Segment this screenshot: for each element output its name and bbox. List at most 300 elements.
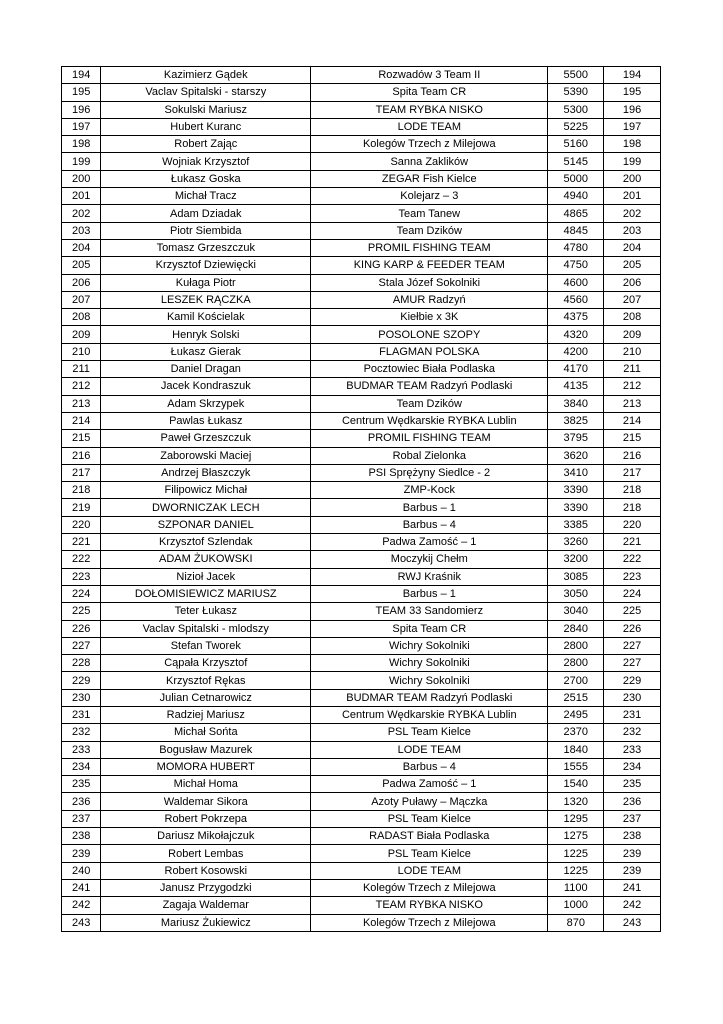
weight-cell: 2700	[548, 672, 604, 689]
place-cell: 225	[604, 603, 661, 620]
competitor-name-cell: Michał Homa	[101, 776, 311, 793]
place-cell: 239	[604, 845, 661, 862]
table-row	[62, 672, 661, 689]
rank-cell: 219	[62, 499, 101, 516]
weight-cell: 1840	[548, 741, 604, 758]
team-name-cell: LODE TEAM	[311, 741, 548, 758]
rank-cell: 207	[62, 291, 101, 308]
place-cell: 243	[604, 914, 661, 931]
team-name-cell: Azoty Puławy – Mączka	[311, 793, 548, 810]
competitor-name-cell: Vaclav Spitalski - starszy	[101, 84, 311, 101]
weight-cell: 5145	[548, 153, 604, 170]
table-row	[62, 395, 661, 412]
place-cell: 194	[604, 67, 661, 84]
competitor-name-cell: Filipowicz Michał	[101, 482, 311, 499]
table-row	[62, 170, 661, 187]
table-row	[62, 534, 661, 551]
competitor-name-cell: Mariusz Żukiewicz	[101, 914, 311, 931]
rank-cell: 224	[62, 585, 101, 602]
competitor-name-cell: Kamil Kościelak	[101, 309, 311, 326]
rank-cell: 210	[62, 343, 101, 360]
team-name-cell: Kolejarz – 3	[311, 188, 548, 205]
rank-cell: 216	[62, 447, 101, 464]
weight-cell: 1320	[548, 793, 604, 810]
weight-cell: 4560	[548, 291, 604, 308]
rank-cell: 215	[62, 430, 101, 447]
place-cell: 199	[604, 153, 661, 170]
competitor-name-cell: Waldemar Sikora	[101, 793, 311, 810]
team-name-cell: FLAGMAN POLSKA	[311, 343, 548, 360]
rank-cell: 243	[62, 914, 101, 931]
rank-cell: 221	[62, 534, 101, 551]
place-cell: 217	[604, 464, 661, 481]
weight-cell: 4750	[548, 257, 604, 274]
results-table	[61, 66, 661, 932]
weight-cell: 870	[548, 914, 604, 931]
table-row	[62, 724, 661, 741]
rank-cell: 214	[62, 412, 101, 429]
weight-cell: 2515	[548, 689, 604, 706]
rank-cell: 196	[62, 101, 101, 118]
competitor-name-cell: Bogusław Mazurek	[101, 741, 311, 758]
team-name-cell: Kiełbie x 3K	[311, 309, 548, 326]
team-name-cell: Barbus – 1	[311, 499, 548, 516]
table-row	[62, 620, 661, 637]
team-name-cell: RWJ Kraśnik	[311, 568, 548, 585]
table-row	[62, 655, 661, 672]
table-row	[62, 568, 661, 585]
weight-cell: 5225	[548, 118, 604, 135]
team-name-cell: BUDMAR TEAM Radzyń Podlaski	[311, 378, 548, 395]
rank-cell: 236	[62, 793, 101, 810]
rank-cell: 212	[62, 378, 101, 395]
team-name-cell: ZEGAR Fish Kielce	[311, 170, 548, 187]
rank-cell: 237	[62, 810, 101, 827]
team-name-cell: Kolegów Trzech z Milejowa	[311, 136, 548, 153]
rank-cell: 234	[62, 758, 101, 775]
competitor-name-cell: Kazimierz Gądek	[101, 67, 311, 84]
team-name-cell: Robal Zielonka	[311, 447, 548, 464]
table-row	[62, 326, 661, 343]
competitor-name-cell: Nizioł Jacek	[101, 568, 311, 585]
rank-cell: 241	[62, 879, 101, 896]
table-row	[62, 810, 661, 827]
table-row	[62, 776, 661, 793]
competitor-name-cell: Pawlas Łukasz	[101, 412, 311, 429]
weight-cell: 4940	[548, 188, 604, 205]
team-name-cell: Kolegów Trzech z Milejowa	[311, 914, 548, 931]
table-row	[62, 758, 661, 775]
place-cell: 204	[604, 239, 661, 256]
place-cell: 226	[604, 620, 661, 637]
place-cell: 220	[604, 516, 661, 533]
place-cell: 218	[604, 482, 661, 499]
place-cell: 207	[604, 291, 661, 308]
table-row	[62, 845, 661, 862]
place-cell: 203	[604, 222, 661, 239]
table-row	[62, 84, 661, 101]
team-name-cell: KING KARP & FEEDER TEAM	[311, 257, 548, 274]
place-cell: 227	[604, 637, 661, 654]
team-name-cell: Padwa Zamość – 1	[311, 534, 548, 551]
rank-cell: 197	[62, 118, 101, 135]
rank-cell: 198	[62, 136, 101, 153]
table-row	[62, 793, 661, 810]
competitor-name-cell: Zagaja Waldemar	[101, 897, 311, 914]
team-name-cell: Barbus – 4	[311, 758, 548, 775]
rank-cell: 211	[62, 361, 101, 378]
competitor-name-cell: LESZEK RĄCZKA	[101, 291, 311, 308]
rank-cell: 199	[62, 153, 101, 170]
table-row	[62, 689, 661, 706]
team-name-cell: Sanna Zaklików	[311, 153, 548, 170]
table-row	[62, 447, 661, 464]
rank-cell: 222	[62, 551, 101, 568]
competitor-name-cell: Tomasz Grzeszczuk	[101, 239, 311, 256]
team-name-cell: Barbus – 1	[311, 585, 548, 602]
weight-cell: 4845	[548, 222, 604, 239]
place-cell: 202	[604, 205, 661, 222]
rank-cell: 240	[62, 862, 101, 879]
weight-cell: 1555	[548, 758, 604, 775]
place-cell: 239	[604, 862, 661, 879]
team-name-cell: PSL Team Kielce	[311, 810, 548, 827]
table-row	[62, 361, 661, 378]
table-row	[62, 862, 661, 879]
table-row	[62, 274, 661, 291]
competitor-name-cell: Hubert Kuranc	[101, 118, 311, 135]
place-cell: 238	[604, 828, 661, 845]
place-cell: 214	[604, 412, 661, 429]
place-cell: 215	[604, 430, 661, 447]
rank-cell: 228	[62, 655, 101, 672]
table-row	[62, 222, 661, 239]
place-cell: 229	[604, 672, 661, 689]
table-row	[62, 205, 661, 222]
place-cell: 235	[604, 776, 661, 793]
rank-cell: 233	[62, 741, 101, 758]
competitor-name-cell: Robert Pokrzepa	[101, 810, 311, 827]
rank-cell: 230	[62, 689, 101, 706]
place-cell: 210	[604, 343, 661, 360]
team-name-cell: Spita Team CR	[311, 620, 548, 637]
table-row	[62, 412, 661, 429]
weight-cell: 3385	[548, 516, 604, 533]
place-cell: 224	[604, 585, 661, 602]
table-row	[62, 637, 661, 654]
team-name-cell: Padwa Zamość – 1	[311, 776, 548, 793]
place-cell: 227	[604, 655, 661, 672]
competitor-name-cell: Piotr Siembida	[101, 222, 311, 239]
table-row	[62, 914, 661, 931]
weight-cell: 2495	[548, 706, 604, 723]
weight-cell: 1225	[548, 862, 604, 879]
competitor-name-cell: Kułaga Piotr	[101, 274, 311, 291]
table-row	[62, 430, 661, 447]
rank-cell: 232	[62, 724, 101, 741]
table-row	[62, 101, 661, 118]
competitor-name-cell: Sokulski Mariusz	[101, 101, 311, 118]
place-cell: 231	[604, 706, 661, 723]
competitor-name-cell: Teter Łukasz	[101, 603, 311, 620]
weight-cell: 5390	[548, 84, 604, 101]
competitor-name-cell: Robert Lembas	[101, 845, 311, 862]
table-row	[62, 603, 661, 620]
table-row	[62, 378, 661, 395]
competitor-name-cell: Adam Skrzypek	[101, 395, 311, 412]
competitor-name-cell: Radziej Mariusz	[101, 706, 311, 723]
weight-cell: 3050	[548, 585, 604, 602]
table-row	[62, 309, 661, 326]
place-cell: 222	[604, 551, 661, 568]
table-row	[62, 741, 661, 758]
competitor-name-cell: Łukasz Goska	[101, 170, 311, 187]
place-cell: 233	[604, 741, 661, 758]
weight-cell: 3390	[548, 482, 604, 499]
team-name-cell: Team Tanew	[311, 205, 548, 222]
weight-cell: 1100	[548, 879, 604, 896]
place-cell: 221	[604, 534, 661, 551]
rank-cell: 194	[62, 67, 101, 84]
weight-cell: 4200	[548, 343, 604, 360]
competitor-name-cell: Cąpała Krzysztof	[101, 655, 311, 672]
rank-cell: 227	[62, 637, 101, 654]
rank-cell: 213	[62, 395, 101, 412]
team-name-cell: PSL Team Kielce	[311, 845, 548, 862]
team-name-cell: Wichry Sokolniki	[311, 637, 548, 654]
competitor-name-cell: Krzysztof Dziewięcki	[101, 257, 311, 274]
competitor-name-cell: Jacek Kondraszuk	[101, 378, 311, 395]
weight-cell: 4600	[548, 274, 604, 291]
team-name-cell: TEAM RYBKA NISKO	[311, 101, 548, 118]
competitor-name-cell: Krzysztof Szlendak	[101, 534, 311, 551]
place-cell: 218	[604, 499, 661, 516]
place-cell: 205	[604, 257, 661, 274]
table-row	[62, 551, 661, 568]
table-row	[62, 464, 661, 481]
weight-cell: 3410	[548, 464, 604, 481]
weight-cell: 5160	[548, 136, 604, 153]
competitor-name-cell: Henryk Solski	[101, 326, 311, 343]
competitor-name-cell: SZPONAR DANIEL	[101, 516, 311, 533]
weight-cell: 5300	[548, 101, 604, 118]
rank-cell: 223	[62, 568, 101, 585]
place-cell: 206	[604, 274, 661, 291]
place-cell: 201	[604, 188, 661, 205]
competitor-name-cell: Zaborowski Maciej	[101, 447, 311, 464]
team-name-cell: PROMIL FISHING TEAM	[311, 239, 548, 256]
team-name-cell: Centrum Wędkarskie RYBKA Lublin	[311, 706, 548, 723]
competitor-name-cell: Łukasz Gierak	[101, 343, 311, 360]
team-name-cell: LODE TEAM	[311, 862, 548, 879]
weight-cell: 2800	[548, 637, 604, 654]
competitor-name-cell: Andrzej Błaszczyk	[101, 464, 311, 481]
place-cell: 234	[604, 758, 661, 775]
weight-cell: 3260	[548, 534, 604, 551]
place-cell: 213	[604, 395, 661, 412]
table-row	[62, 188, 661, 205]
table-row	[62, 239, 661, 256]
competitor-name-cell: Dariusz Mikołajczuk	[101, 828, 311, 845]
place-cell: 209	[604, 326, 661, 343]
place-cell: 232	[604, 724, 661, 741]
team-name-cell: PSI Sprężyny Siedlce - 2	[311, 464, 548, 481]
team-name-cell: BUDMAR TEAM Radzyń Podlaski	[311, 689, 548, 706]
rank-cell: 205	[62, 257, 101, 274]
team-name-cell: Wichry Sokolniki	[311, 655, 548, 672]
competitor-name-cell: Robert Zając	[101, 136, 311, 153]
place-cell: 200	[604, 170, 661, 187]
table-row	[62, 482, 661, 499]
competitor-name-cell: Adam Dziadak	[101, 205, 311, 222]
weight-cell: 1540	[548, 776, 604, 793]
team-name-cell: AMUR Radzyń	[311, 291, 548, 308]
team-name-cell: Team Dzików	[311, 222, 548, 239]
team-name-cell: RADAST Biała Podlaska	[311, 828, 548, 845]
team-name-cell: Pocztowiec Biała Podlaska	[311, 361, 548, 378]
table-row	[62, 706, 661, 723]
rank-cell: 218	[62, 482, 101, 499]
table-row	[62, 291, 661, 308]
rank-cell: 217	[62, 464, 101, 481]
place-cell: 198	[604, 136, 661, 153]
team-name-cell: TEAM 33 Sandomierz	[311, 603, 548, 620]
place-cell: 211	[604, 361, 661, 378]
weight-cell: 1295	[548, 810, 604, 827]
weight-cell: 1000	[548, 897, 604, 914]
weight-cell: 4135	[548, 378, 604, 395]
team-name-cell: Wichry Sokolniki	[311, 672, 548, 689]
team-name-cell: POSOLONE SZOPY	[311, 326, 548, 343]
rank-cell: 231	[62, 706, 101, 723]
competitor-name-cell: DWORNICZAK LECH	[101, 499, 311, 516]
competitor-name-cell: Robert Kosowski	[101, 862, 311, 879]
table-row	[62, 257, 661, 274]
team-name-cell: ZMP-Kock	[311, 482, 548, 499]
place-cell: 216	[604, 447, 661, 464]
place-cell: 212	[604, 378, 661, 395]
team-name-cell: Barbus – 4	[311, 516, 548, 533]
results-table-body	[62, 67, 661, 932]
rank-cell: 226	[62, 620, 101, 637]
rank-cell: 202	[62, 205, 101, 222]
competitor-name-cell: Julian Cetnarowicz	[101, 689, 311, 706]
table-row	[62, 499, 661, 516]
place-cell: 223	[604, 568, 661, 585]
table-row	[62, 67, 661, 84]
weight-cell: 4865	[548, 205, 604, 222]
team-name-cell: Spita Team CR	[311, 84, 548, 101]
place-cell: 196	[604, 101, 661, 118]
rank-cell: 195	[62, 84, 101, 101]
place-cell: 242	[604, 897, 661, 914]
competitor-name-cell: Daniel Dragan	[101, 361, 311, 378]
competitor-name-cell: DOŁOMISIEWICZ MARIUSZ	[101, 585, 311, 602]
weight-cell: 3085	[548, 568, 604, 585]
competitor-name-cell: Wojniak Krzysztof	[101, 153, 311, 170]
competitor-name-cell: Vaclav Spitalski - mlodszy	[101, 620, 311, 637]
table-row	[62, 343, 661, 360]
rank-cell: 238	[62, 828, 101, 845]
table-row	[62, 879, 661, 896]
competitor-name-cell: ADAM ŻUKOWSKI	[101, 551, 311, 568]
rank-cell: 229	[62, 672, 101, 689]
weight-cell: 5000	[548, 170, 604, 187]
weight-cell: 5500	[548, 67, 604, 84]
competitor-name-cell: Michał Tracz	[101, 188, 311, 205]
team-name-cell: Stala Józef Sokolniki	[311, 274, 548, 291]
weight-cell: 2840	[548, 620, 604, 637]
weight-cell: 3390	[548, 499, 604, 516]
place-cell: 241	[604, 879, 661, 896]
weight-cell: 3795	[548, 430, 604, 447]
team-name-cell: PSL Team Kielce	[311, 724, 548, 741]
place-cell: 197	[604, 118, 661, 135]
weight-cell: 4375	[548, 309, 604, 326]
team-name-cell: Kolegów Trzech z Milejowa	[311, 879, 548, 896]
place-cell: 236	[604, 793, 661, 810]
weight-cell: 2800	[548, 655, 604, 672]
rank-cell: 225	[62, 603, 101, 620]
team-name-cell: Rozwadów 3 Team II	[311, 67, 548, 84]
weight-cell: 3840	[548, 395, 604, 412]
weight-cell: 3620	[548, 447, 604, 464]
rank-cell: 201	[62, 188, 101, 205]
competitor-name-cell: Michał Sońta	[101, 724, 311, 741]
table-row	[62, 153, 661, 170]
rank-cell: 220	[62, 516, 101, 533]
rank-cell: 239	[62, 845, 101, 862]
weight-cell: 1225	[548, 845, 604, 862]
rank-cell: 208	[62, 309, 101, 326]
table-row	[62, 136, 661, 153]
rank-cell: 203	[62, 222, 101, 239]
table-row	[62, 585, 661, 602]
place-cell: 237	[604, 810, 661, 827]
place-cell: 195	[604, 84, 661, 101]
weight-cell: 3040	[548, 603, 604, 620]
table-row	[62, 828, 661, 845]
weight-cell: 4320	[548, 326, 604, 343]
team-name-cell: Centrum Wędkarskie RYBKA Lublin	[311, 412, 548, 429]
rank-cell: 200	[62, 170, 101, 187]
weight-cell: 4170	[548, 361, 604, 378]
table-row	[62, 516, 661, 533]
team-name-cell: Team Dzików	[311, 395, 548, 412]
rank-cell: 235	[62, 776, 101, 793]
competitor-name-cell: MOMORA HUBERT	[101, 758, 311, 775]
team-name-cell: Moczykij Chełm	[311, 551, 548, 568]
weight-cell: 3825	[548, 412, 604, 429]
competitor-name-cell: Krzysztof Rękas	[101, 672, 311, 689]
rank-cell: 206	[62, 274, 101, 291]
rank-cell: 242	[62, 897, 101, 914]
table-row	[62, 118, 661, 135]
weight-cell: 2370	[548, 724, 604, 741]
team-name-cell: TEAM RYBKA NISKO	[311, 897, 548, 914]
weight-cell: 3200	[548, 551, 604, 568]
weight-cell: 4780	[548, 239, 604, 256]
weight-cell: 1275	[548, 828, 604, 845]
competitor-name-cell: Paweł Grzeszczuk	[101, 430, 311, 447]
place-cell: 230	[604, 689, 661, 706]
team-name-cell: PROMIL FISHING TEAM	[311, 430, 548, 447]
table-row	[62, 897, 661, 914]
team-name-cell: LODE TEAM	[311, 118, 548, 135]
place-cell: 208	[604, 309, 661, 326]
competitor-name-cell: Janusz Przygodzki	[101, 879, 311, 896]
rank-cell: 209	[62, 326, 101, 343]
